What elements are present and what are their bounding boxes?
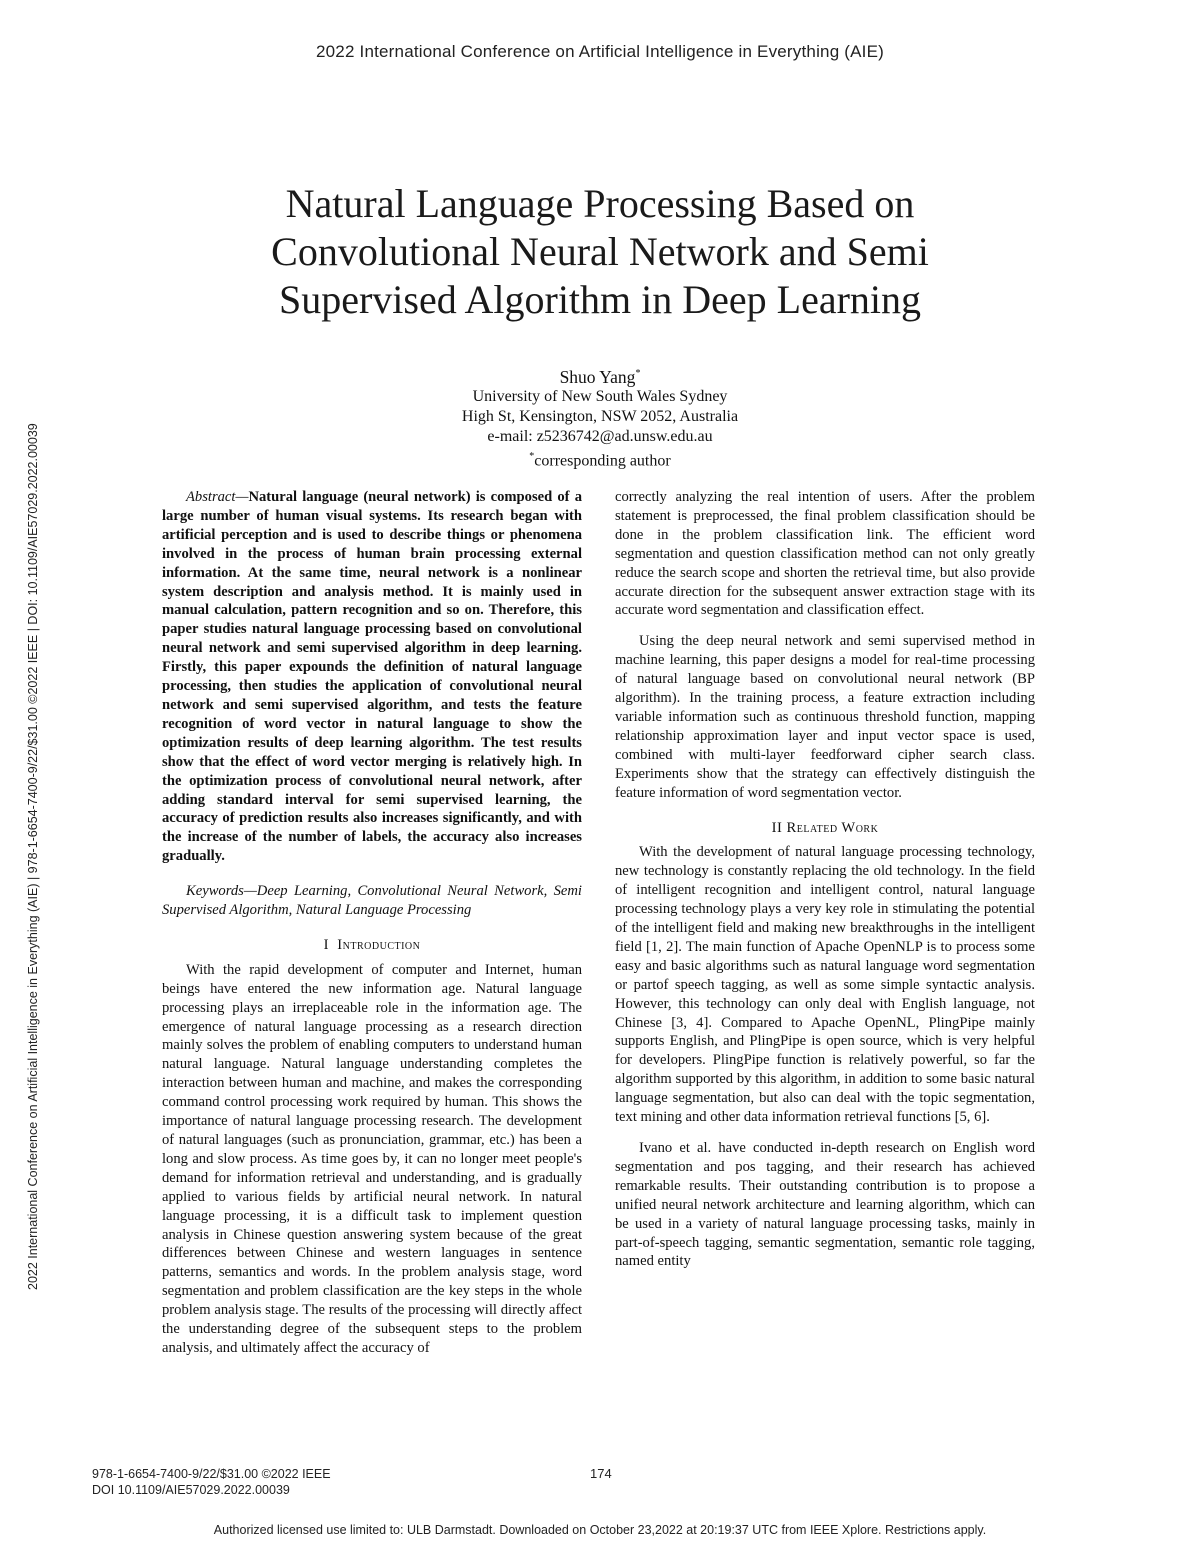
section-number: I: [323, 936, 329, 953]
section-number: II: [771, 819, 783, 836]
corresponding-note: corresponding author: [534, 452, 671, 470]
section-heading-introduction: [162, 936, 582, 955]
right-column: [615, 488, 1035, 1271]
section-title: Related Work: [786, 819, 879, 836]
corresponding-note-line: [300, 447, 900, 471]
title-line-2: Convolutional Neural Network and Semi: [271, 229, 929, 274]
left-column: [162, 488, 582, 1358]
author-name-line: [300, 364, 900, 387]
keywords: Keywords—Deep Learning, Convolutional Neural Network, Semi Supervised Algorithm, Natural Language Processing: [162, 883, 582, 919]
title-line-3: Supervised Algorithm in Deep Learning: [278, 277, 922, 322]
author-name: Shuo Yang: [559, 366, 636, 387]
abstract-text: Natural language (neural network) is composed of a large number of human visual systems. Its research began with artificial perception and is used to describe things or phenomena involved in the process of human brain processing external information. At the same time, neural network is a nonlinear system description and analysis method. It is mainly used in manual calculation, pattern recognition and so on. Therefore, this paper studies natural language processing based on convolutional neural network and semi supervised algorithm in deep learning. Firstly, this paper expounds the definition of natural language processing, then studies the application of convolutional neural network and semi supervised algorithm, and tests the feature recognition of word vector in natural language to show the optimization results of deep learning algorithm. The test results show that the effect of word vector merging is relatively high. In the optimization process of convolutional neural network, after adding standard interval for semi supervised learning, the accuracy of prediction results also increases significantly, and with the increase of the number of labels, the accuracy also increases gradually.: [162, 489, 582, 865]
author-block: [300, 364, 900, 471]
author-address: High St, Kensington, NSW 2052, Australia: [461, 407, 739, 425]
authorized-use-notice: Authorized licensed use limited to: ULB Darmstadt. Downloaded on October 23,2022 at 20:19:37 UTC from IEEE Xplore. Restrictions apply.: [213, 1523, 987, 1537]
side-citation-text: 2022 International Conference on Artificial Intelligence in Everything (AIE) | 978-1-6654-7400-9/22/$31.00 ©2022 IEEE | DOI: 10.1109/AIE57029.2022.00039: [26, 423, 40, 1290]
related-work-paragraph-1: With the development of natural language processing technology, new technology is constantly replacing the old technology. In the field of intelligent recognition and intelligent control, natural language processing technology plays a very key role in stimulating the potential of the intelligent field and making new breakthroughs in the intelligent field [1, 2]. The main function of Apache OpenNLP is to process some easy and basic algorithms such as natural language word segmentation or partof speech tagging, as well as some simple syntactic analysis. However, this technology can only deal with English language, not Chinese [3, 4]. Compared to Apache OpenNL, PlingPipe mainly supports English, and PlingPipe is open source, which is very helpful for developers. PlingPipe function is relatively powerful, so far the algorithm supported by this algorithm, in addition to some basic natural language segmentation, but also can deal with the topic segmentation, text mining and other data information retrieval functions [5, 6].: [615, 844, 1035, 1126]
footer-doi: DOI 10.1109/AIE57029.2022.00039: [92, 1483, 290, 1497]
title-line-1: Natural Language Processing Based on: [285, 181, 915, 226]
abstract: [162, 488, 582, 866]
intro-paragraph-2: Using the deep neural network and semi supervised method in machine learning, this paper designs a model for real-time processing of natural language based on convolutional neural network (BP algorithm). In the training process, a feature extraction including variable information such as continuous threshold function, mapping relationship approximation layer and input vector space is used, combined with multi-layer feedforward cipher search class. Experiments show that the strategy can effectively distinguish the feature information of word segmentation vector.: [615, 633, 1035, 801]
footer-isbn: 978-1-6654-7400-9/22/$31.00 ©2022 IEEE: [92, 1467, 331, 1481]
intro-paragraph: With the rapid development of computer and Internet, human beings have entered the new information age. Natural language processing plays an irreplaceable role in the information age. The emergence of natural language processing as a research direction mainly solves the problem of enabling computers to understand human natural language. Natural language understanding completes the interaction between human and machine, and makes the corresponding command control processing work required by human. This shows the importance of natural language processing research. The development of natural languages (such as pronunciation, grammar, etc.) has been a long and slow process. As time goes by, it can no longer meet people's demand for information retrieval and understanding, and is gradually applied to various fields by artificial neural network. In natural language processing, it is a difficult task to implement question analysis in Chinese question answering system because of the great differences between Chinese and western languages in sentence patterns, semantics and words. In the problem analysis stage, word segmentation and problem classification are the key steps in the whole problem analysis stage. The results of the processing will directly affect the understanding degree of the subsequent steps to the problem analysis, and ultimately affect the accuracy of: [162, 961, 582, 1356]
paper-title: [150, 180, 1050, 324]
section-title: Introduction: [337, 936, 421, 953]
intro-paragraph-continued: correctly analyzing the real intention of users. After the problem statement is preprocessed, the final problem classification should be done in the problem classification link. The efficient word segmentation and question classification method can not only greatly reduce the search scope and shorten the retrieval time, but also provide accurate direction for the subsequent answer extraction stage with its accurate word segmentation and classification effect.: [615, 489, 1035, 619]
author-mark: *: [635, 368, 641, 379]
related-work-paragraph-2: Ivano et al. have conducted in-depth research on English word segmentation and pos tagging, and their research has achieved remarkable results. Their outstanding contribution is to propose a unified neural network architecture and learning algorithm, which can be used in a variety of natural language processing tasks, mainly in part-of-speech tagging, semantic segmentation, semantic role tagging, named entity: [615, 1140, 1035, 1270]
author-email[interactable]: e-mail: z5236742@ad.unsw.edu.au: [487, 427, 713, 445]
page-number: 174: [590, 1466, 612, 1481]
note-mark: *: [529, 450, 535, 462]
conference-header: 2022 International Conference on Artificial Intelligence in Everything (AIE): [315, 42, 884, 61]
section-heading-related-work: [615, 819, 1035, 838]
footer-identifiers: [92, 1466, 331, 1498]
author-affiliation: University of New South Wales Sydney: [472, 387, 728, 405]
abstract-lead: Abstract—: [186, 489, 249, 505]
